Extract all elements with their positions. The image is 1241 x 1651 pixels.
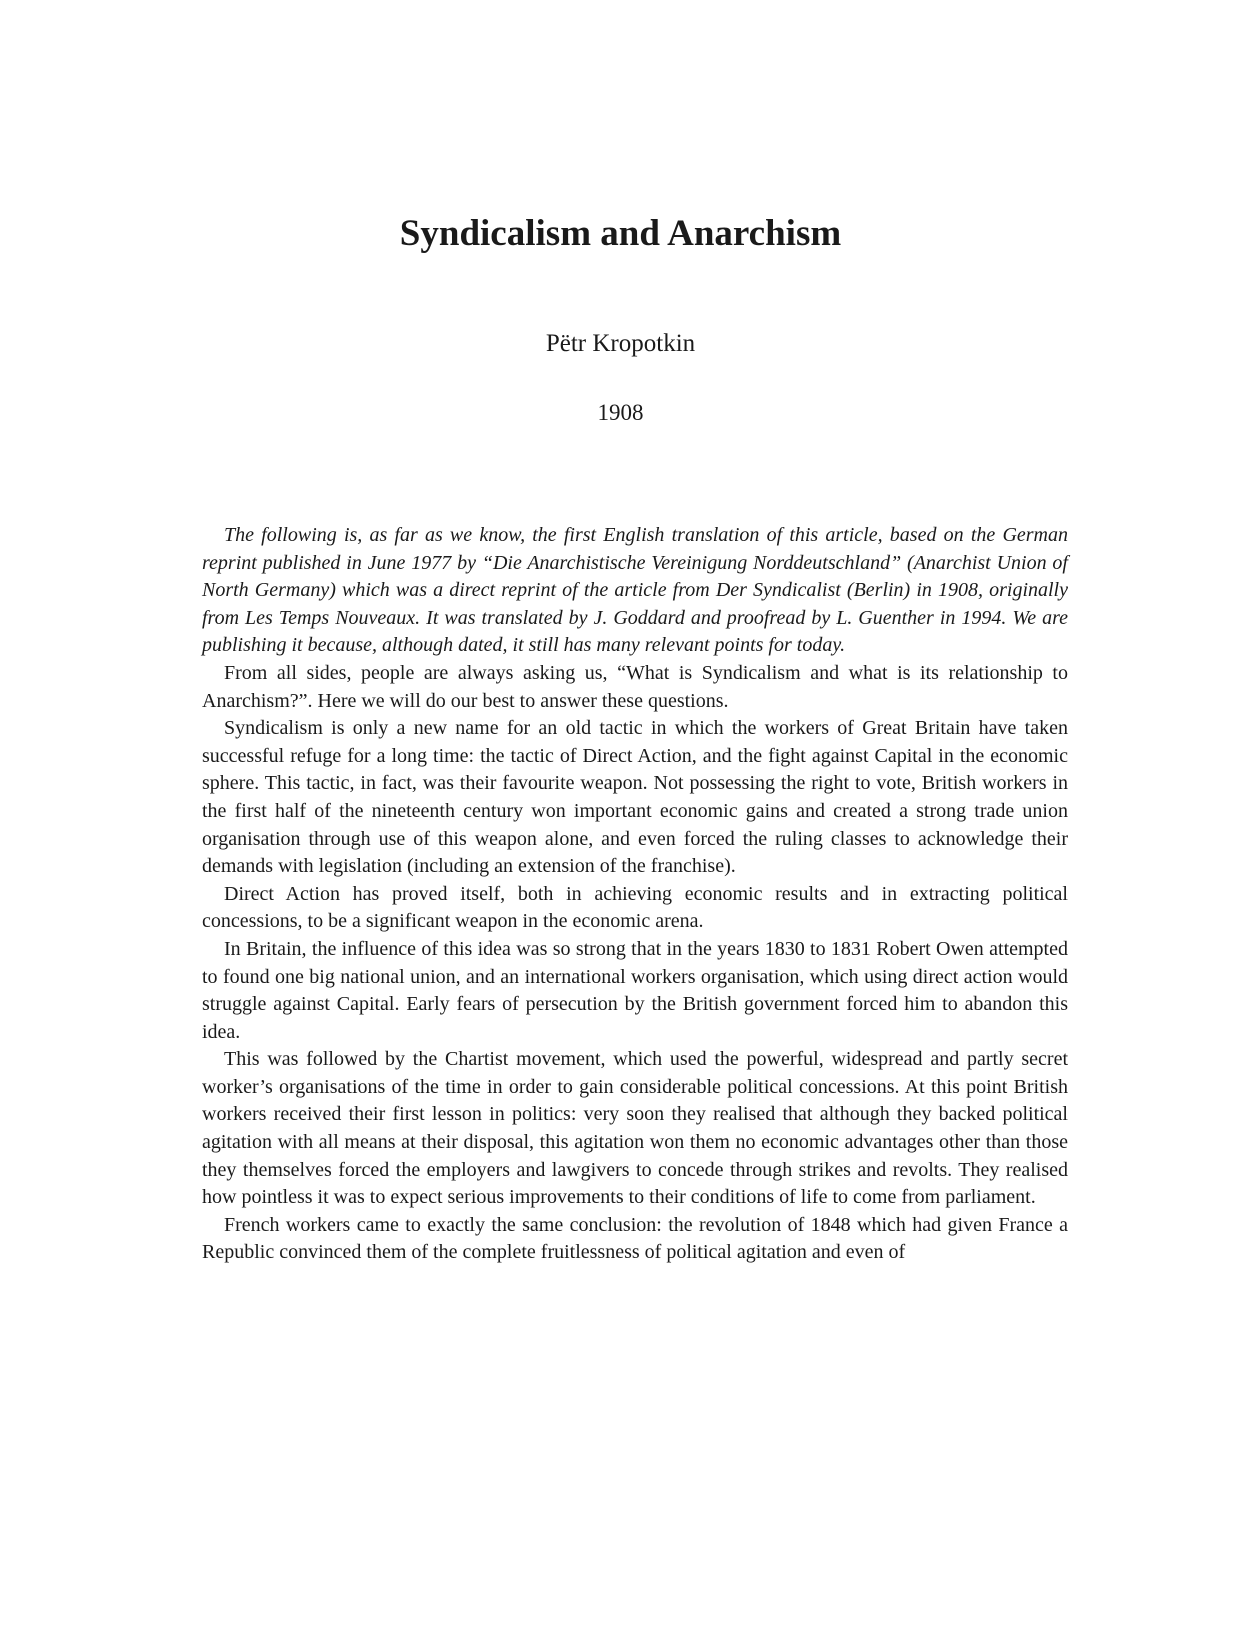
document-title: Syndicalism and Anarchism bbox=[399, 213, 842, 254]
body-paragraph: Syndicalism is only a new name for an old tactic in which the workers of Great Britain have taken successful refuge for a long time: the tactic of Direct Action, and the fight against Capital in the economic sphere. This tactic, in fact, was their favourite weapon. Not possessing the right to vote, British workers in the first half of the nineteenth century won important economic gains and created a strong trade union organisation through use of this weapon alone, and even forced the ruling classes to acknowledge their demands with legislation (including an extension of the franchise). bbox=[202, 717, 1068, 878]
body-paragraph: In Britain, the influence of this idea was so strong that in the years 1830 to 1831 Robert Owen attempted to found one big national union, and an international workers organisation, which using direct action would struggle against Capital. Early fears of persecution by the British government forced him to abandon this idea. bbox=[202, 937, 1068, 1043]
body-paragraph: French workers came to exactly the same conclusion: the revolution of 1848 which had given France a Republic convinced them of the complete fruitlessness of political agitation and even of bbox=[202, 1213, 1068, 1264]
body-paragraph: From all sides, people are always asking us, “What is Syndicalism and what is its relationship to Anarchism?”. Here we will do our best to answer these questions. bbox=[202, 661, 1068, 712]
translator-preface: The following is, as far as we know, the first English translation of this article, based on the German reprint published in June 1977 by “Die Anarchistische Vereinigung Norddeutschland” (Anarchist Union of North Germany) which was a direct reprint of the article from Der Syndicalist (Berlin) in 1908, originally from Les Temps Nouveaux. It was translated by J. Goddard and proofread by L. Guenther in 1994. We are publishing it because, although dated, it still has many relevant points for today. bbox=[202, 524, 1068, 657]
document-date: 1908 bbox=[597, 400, 644, 425]
document-body bbox=[202, 522, 1068, 1267]
body-paragraph: This was followed by the Chartist movement, which used the powerful, widespread and partly secret worker’s organisations of the time in order to gain considerable political concessions. At this point British workers received their first lesson in politics: very soon they realised that although they backed political agitation with all means at their disposal, this agitation won them no economic advantages other than those they themselves forced the employers and lawgivers to concede through strikes and revolts. They realised how pointless it was to expect serious improvements to their conditions of life to come from parliament. bbox=[202, 1048, 1068, 1209]
document-author: Pëtr Kropotkin bbox=[545, 330, 696, 357]
body-paragraph: Direct Action has proved itself, both in achieving economic results and in extracting political concessions, to be a significant weapon in the economic arena. bbox=[202, 882, 1068, 933]
